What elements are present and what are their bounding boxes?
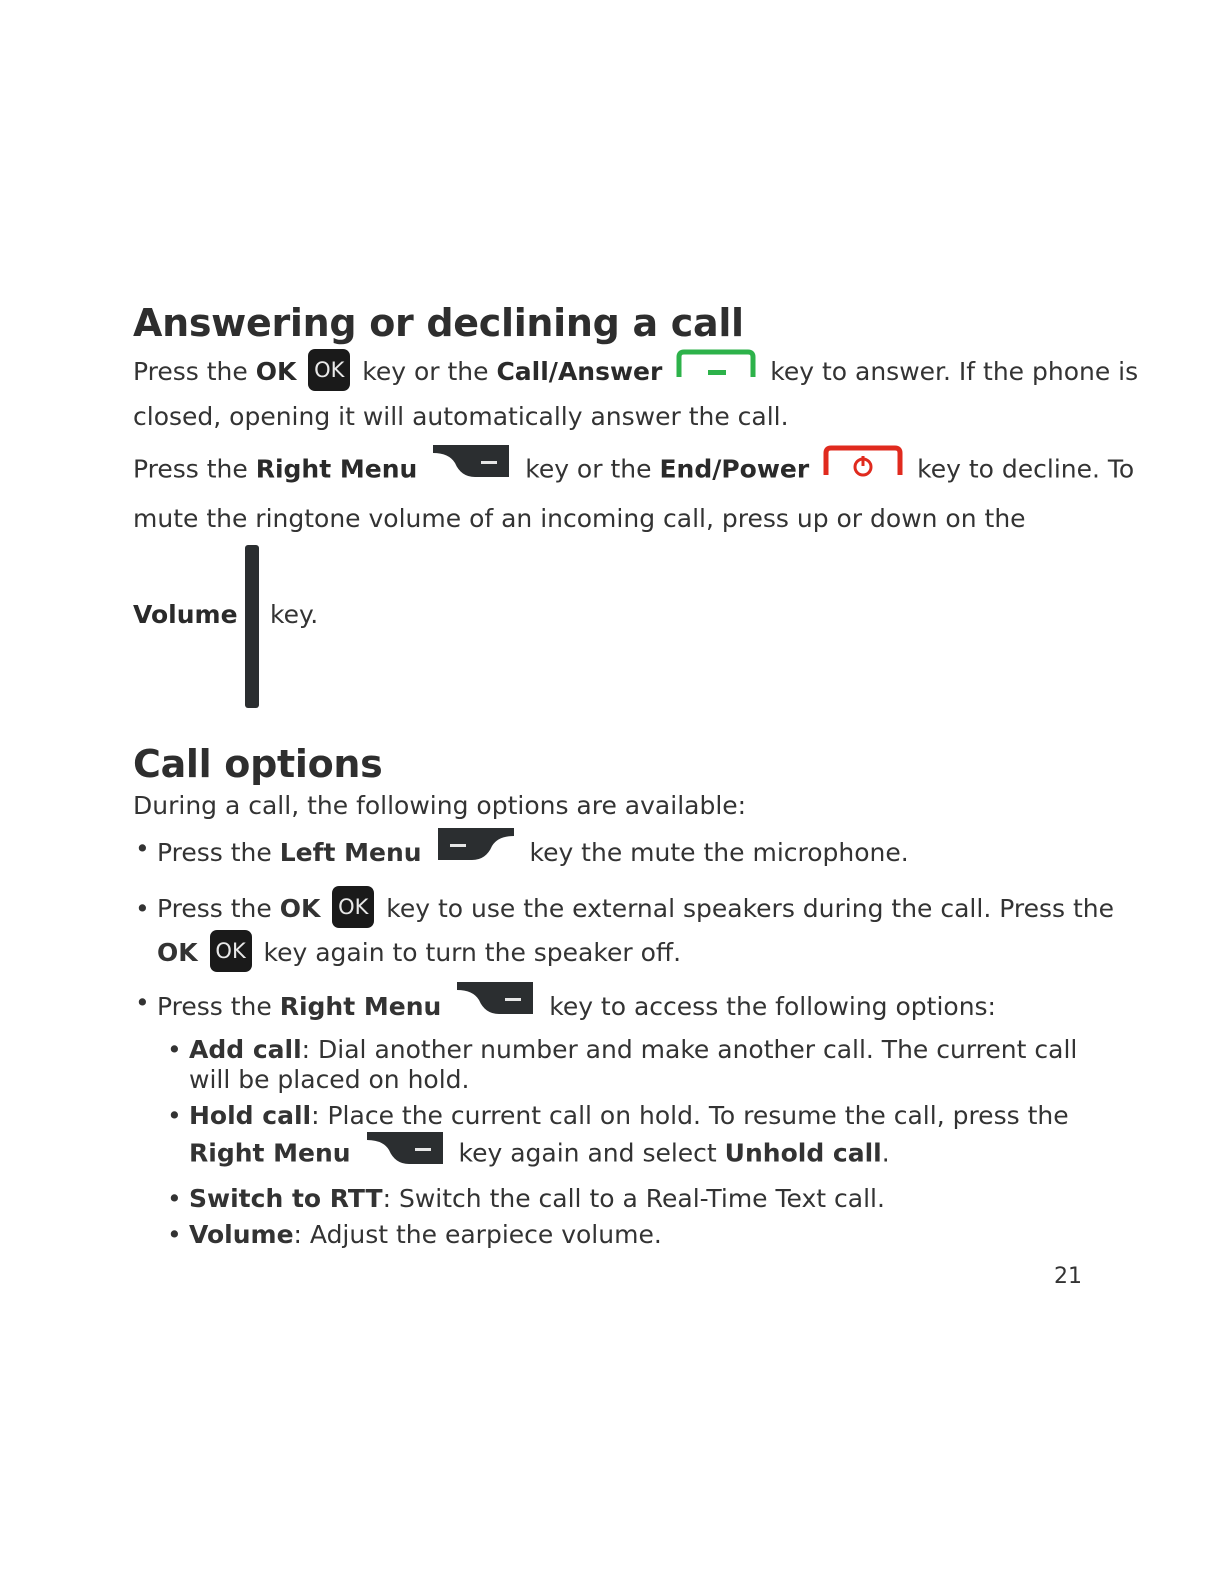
list-item-left-menu: • Press the Left Menu key the mute the microphone.: [133, 827, 1093, 881]
right-menu-key-icon: [365, 1128, 445, 1175]
decline-paragraph-line2: mute the ringtone volume of an incoming call, press up or down on the: [133, 503, 1026, 533]
call-answer-label: Call/Answer: [496, 357, 663, 386]
volume-row: [133, 544, 1093, 709]
page-number: 21: [1054, 1264, 1082, 1289]
volume-key-icon: [244, 544, 260, 713]
ok-key-icon: OK: [210, 930, 252, 972]
list-item-ok-speaker: • Press the OK OK key to use the external speakers during the call. Press the OK OK key again to turn the speaker off.: [133, 887, 1093, 975]
end-power-key-icon: [823, 445, 903, 490]
right-menu-key-icon: [431, 441, 511, 494]
list-item-right-menu: • Press the Right Menu key to access the following options: • Add call: Dial another number and make another call. The current call will be placed on hold. • Hold call: Place the current call on hold. To resume the call, press the Right Menu key again and select Unhold call. • Switch to RTT: Switch the call to a Real-Time Text call. • Volume: Adjust the earpiece volume.: [133, 981, 1093, 1250]
right-menu-key-icon: [455, 978, 535, 1032]
end-power-label: End/Power: [659, 454, 810, 483]
left-menu-key-icon: [436, 824, 516, 878]
option-switch-rtt: • Switch to RTT: Switch the call to a Real-Time Text call.: [157, 1184, 1093, 1214]
volume-key-text: key.: [270, 599, 319, 629]
call-options-list: [133, 827, 1114, 1250]
option-hold-call: • Hold call: Place the current call on hold. To resume the call, press the Right Menu key again and select Unhold call.: [157, 1101, 1093, 1178]
ok-key-icon: OK: [332, 886, 374, 928]
volume-label: Volume: [133, 599, 238, 629]
answer-paragraph: Press the OK OK key or the Call/Answer key to answer. If the phone is: [133, 350, 1093, 395]
option-volume: • Volume: Adjust the earpiece volume.: [157, 1220, 1093, 1250]
section-title-answering: Answering or declining a call: [133, 301, 744, 345]
call-options-intro: During a call, the following options are available:: [133, 790, 747, 820]
manual-page: [133, 298, 1139, 1256]
answer-paragraph-line2: closed, opening it will automatically answer the call.: [133, 401, 789, 431]
ok-key-icon: OK: [308, 349, 350, 391]
option-add-call: • Add call: Dial another number and make another call. The current call will be placed on hold.: [157, 1035, 1093, 1095]
right-menu-label: Right Menu: [255, 454, 418, 483]
section-title-call-options: Call options: [133, 741, 383, 786]
decline-paragraph: Press the Right Menu key or the End/Power key to decline. To: [133, 444, 1093, 497]
ok-key-label: OK: [255, 357, 297, 386]
call-answer-key-icon: [676, 349, 756, 392]
right-menu-options-list: [157, 1035, 1093, 1250]
